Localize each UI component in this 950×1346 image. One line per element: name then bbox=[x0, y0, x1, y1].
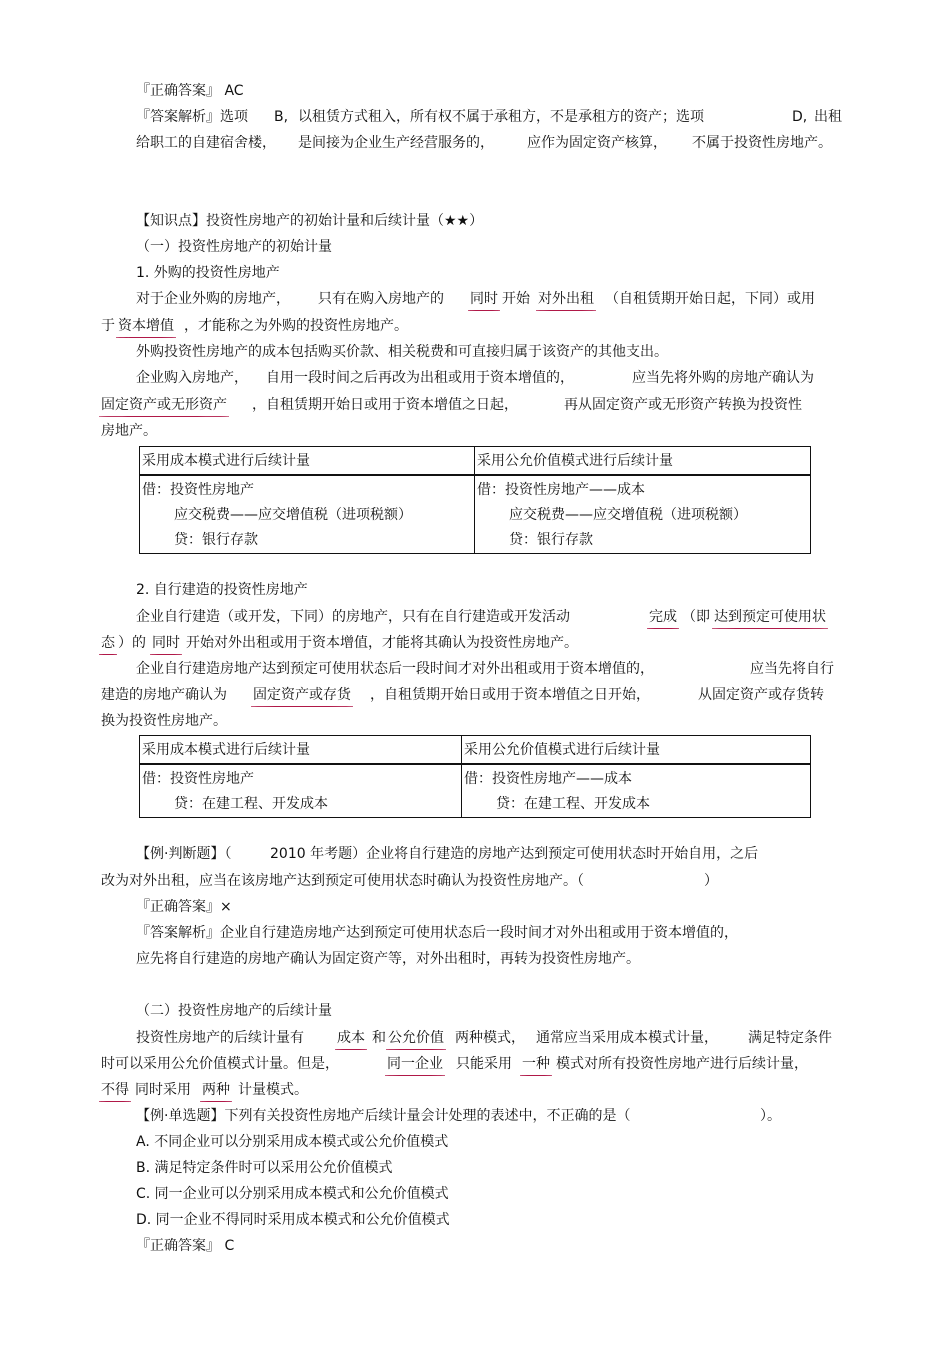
table-header-cost-model: 采用成本模式进行后续计量 bbox=[140, 447, 475, 476]
paragraph-text: 和 bbox=[372, 1030, 386, 1046]
paragraph-text: 只有在购入房地产的 bbox=[318, 291, 444, 307]
paragraph-text: ）的 bbox=[118, 635, 146, 651]
paragraph-text: 自用一段时间之后再改为出租或用于资本增值的， bbox=[266, 370, 574, 386]
option-a: A. 不同企业可以分别采用成本模式或公允价值模式 bbox=[136, 1134, 449, 1150]
highlight-one-model: 一种 bbox=[522, 1056, 550, 1072]
entry-line: 应交税费——应交增值税（进项税额） bbox=[174, 507, 412, 523]
analysis-text: 出租 bbox=[814, 109, 842, 125]
table-cell-cost-entries bbox=[140, 475, 475, 554]
paragraph-text: 时可以采用公允价值模式计量。但是， bbox=[101, 1056, 339, 1072]
paragraph-text: 只能采用 bbox=[456, 1056, 512, 1072]
journal-entry-table-purchased bbox=[139, 446, 811, 554]
highlight-two-models: 两种 bbox=[202, 1082, 230, 1098]
table-cell-fair-value-entries bbox=[462, 764, 811, 818]
analysis-text: 应先将自行建造的房地产确认为固定资产等，对外出租时，再转为投资性房地产。 bbox=[136, 951, 640, 967]
analysis-text: 『答案解析』选项 bbox=[136, 109, 248, 125]
option-b: B. 满足特定条件时可以采用公允价值模式 bbox=[136, 1160, 393, 1176]
example-question: 【例·单选题】下列有关投资性房地产后续计量会计处理的表述中，不正确的是（ bbox=[136, 1108, 631, 1124]
paragraph-text: 企业自行建造房地产达到预定可使用状态后一段时间才对外出租或用于资本增值的， bbox=[136, 661, 654, 677]
answer-line: 『正确答案』× bbox=[136, 899, 232, 915]
paragraph-text: （自租赁期开始日起，下同）或用 bbox=[605, 291, 815, 307]
entry-line: 借：投资性房地产——成本 bbox=[464, 771, 632, 787]
paragraph-text: 开始对外出租或用于资本增值，才能将其确认为投资性房地产。 bbox=[186, 635, 578, 651]
paragraph-text: 模式对所有投资性房地产进行后续计量， bbox=[556, 1056, 808, 1072]
entry-line: 贷：在建工程、开发成本 bbox=[496, 796, 650, 812]
highlight-ready-for-use: 态 bbox=[101, 635, 115, 651]
highlight-fixed-or-inventory: 固定资产或存货 bbox=[253, 687, 351, 703]
highlight-must-not: 不得 bbox=[101, 1082, 129, 1098]
paragraph-text: 建造的房地产确认为 bbox=[101, 687, 227, 703]
table-cell-cost-entries bbox=[140, 764, 462, 818]
analysis-text: 应作为固定资产核算， bbox=[527, 135, 667, 151]
paragraph-text: 于 bbox=[101, 318, 115, 334]
example-question: ）。 bbox=[760, 1108, 781, 1124]
subsection-heading: 1. 外购的投资性房地产 bbox=[136, 265, 280, 281]
journal-entry-table-self-built bbox=[139, 735, 811, 818]
example-question: 【例·判断题】（ bbox=[136, 846, 232, 862]
analysis-text: 『答案解析』企业自行建造房地产达到预定可使用状态后一段时间才对外出租或用于资本增值的， bbox=[136, 925, 738, 941]
table-cell-fair-value-entries bbox=[475, 475, 811, 554]
highlight-capital-appreciation: 资本增值 bbox=[118, 318, 174, 334]
paragraph-text: 开始 bbox=[502, 291, 530, 307]
highlight-fair-value: 公允价值 bbox=[388, 1030, 444, 1046]
example-question: 改为对外出租，应当在该房地产达到预定可使用状态时确认为投资性房地产。（ bbox=[101, 873, 584, 889]
example-question: ） bbox=[704, 873, 718, 889]
entry-line: 贷：在建工程、开发成本 bbox=[174, 796, 328, 812]
paragraph-text: 同时采用 bbox=[135, 1082, 191, 1098]
table-header-fair-value-model: 采用公允价值模式进行后续计量 bbox=[475, 447, 811, 476]
analysis-text: 是间接为企业生产经营服务的， bbox=[298, 135, 494, 151]
analysis-text: 不属于投资性房地产。 bbox=[692, 135, 832, 151]
analysis-text: 以租赁方式租入，所有权不属于承租方，不是承租方的资产；选项 bbox=[298, 109, 704, 125]
paragraph-text: 投资性房地产的后续计量有 bbox=[136, 1030, 304, 1046]
knowledge-point-title: 【知识点】投资性房地产的初始计量和后续计量（★★） bbox=[136, 213, 484, 229]
highlight-ready-for-use: 达到预定可使用状 bbox=[714, 609, 826, 625]
highlight-completion: 完成 bbox=[649, 609, 677, 625]
table-header-cost-model: 采用成本模式进行后续计量 bbox=[140, 736, 462, 765]
entry-line: 借：投资性房地产 bbox=[142, 482, 254, 498]
section-heading: （一）投资性房地产的初始计量 bbox=[136, 239, 332, 255]
option-c: C. 同一企业可以分别采用成本模式和公允价值模式 bbox=[136, 1186, 449, 1202]
answer-line: 『正确答案』 AC bbox=[136, 83, 244, 99]
example-question: 2010 年考题）企业将自行建造的房地产达到预定可使用状态时开始自用，之后 bbox=[270, 846, 759, 862]
paragraph-text: 从固定资产或存货转 bbox=[698, 687, 824, 703]
highlight-same-time: 同时 bbox=[470, 291, 498, 307]
paragraph-text: 企业购入房地产， bbox=[136, 370, 248, 386]
section-heading: （二）投资性房地产的后续计量 bbox=[136, 1003, 332, 1019]
entry-line: 贷：银行存款 bbox=[174, 532, 258, 548]
highlight-lease-out: 对外出租 bbox=[538, 291, 594, 307]
paragraph-text: 通常应当采用成本模式计量， bbox=[536, 1030, 718, 1046]
highlight-same-time: 同时 bbox=[152, 635, 180, 651]
entry-line: 贷：银行存款 bbox=[509, 532, 593, 548]
answer-line: 『正确答案』 C bbox=[136, 1238, 235, 1254]
subsection-heading: 2. 自行建造的投资性房地产 bbox=[136, 582, 308, 598]
entry-line: 借：投资性房地产 bbox=[142, 771, 254, 787]
table-header-fair-value-model: 采用公允价值模式进行后续计量 bbox=[462, 736, 811, 765]
analysis-text: D, bbox=[792, 109, 808, 125]
paragraph-text: 房地产。 bbox=[101, 423, 157, 439]
paragraph-text: 再从固定资产或无形资产转换为投资性 bbox=[564, 397, 802, 413]
paragraph-text: 应当先将外购的房地产确认为 bbox=[632, 370, 814, 386]
highlight-fixed-or-intangible: 固定资产或无形资产 bbox=[101, 397, 227, 413]
option-d: D. 同一企业不得同时采用成本模式和公允价值模式 bbox=[136, 1212, 450, 1228]
paragraph-text: 计量模式。 bbox=[238, 1082, 308, 1098]
analysis-text: B, bbox=[274, 109, 289, 125]
paragraph-text: 两种模式， bbox=[455, 1030, 525, 1046]
paragraph-text: （即 bbox=[682, 609, 710, 625]
paragraph-text: 满足特定条件 bbox=[748, 1030, 832, 1046]
highlight-same-enterprise: 同一企业 bbox=[387, 1056, 443, 1072]
paragraph-text: ，自租赁期开始日或用于资本增值之日开始， bbox=[370, 687, 650, 703]
analysis-text: 给职工的自建宿舍楼， bbox=[136, 135, 276, 151]
paragraph-text: 对于企业外购的房地产， bbox=[136, 291, 290, 307]
paragraph-text: 外购投资性房地产的成本包括购买价款、相关税费和可直接归属于该资产的其他支出。 bbox=[136, 344, 668, 360]
paragraph-text: 企业自行建造（或开发，下同）的房地产，只有在自行建造或开发活动 bbox=[136, 609, 570, 625]
entry-line: 借：投资性房地产——成本 bbox=[477, 482, 645, 498]
paragraph-text: ，自租赁期开始日或用于资本增值之日起， bbox=[252, 397, 518, 413]
paragraph-text: 应当先将自行 bbox=[750, 661, 834, 677]
paragraph-text: ，才能称之为外购的投资性房地产。 bbox=[184, 318, 408, 334]
paragraph-text: 换为投资性房地产。 bbox=[101, 713, 227, 729]
entry-line: 应交税费——应交增值税（进项税额） bbox=[509, 507, 747, 523]
highlight-cost: 成本 bbox=[337, 1030, 365, 1046]
